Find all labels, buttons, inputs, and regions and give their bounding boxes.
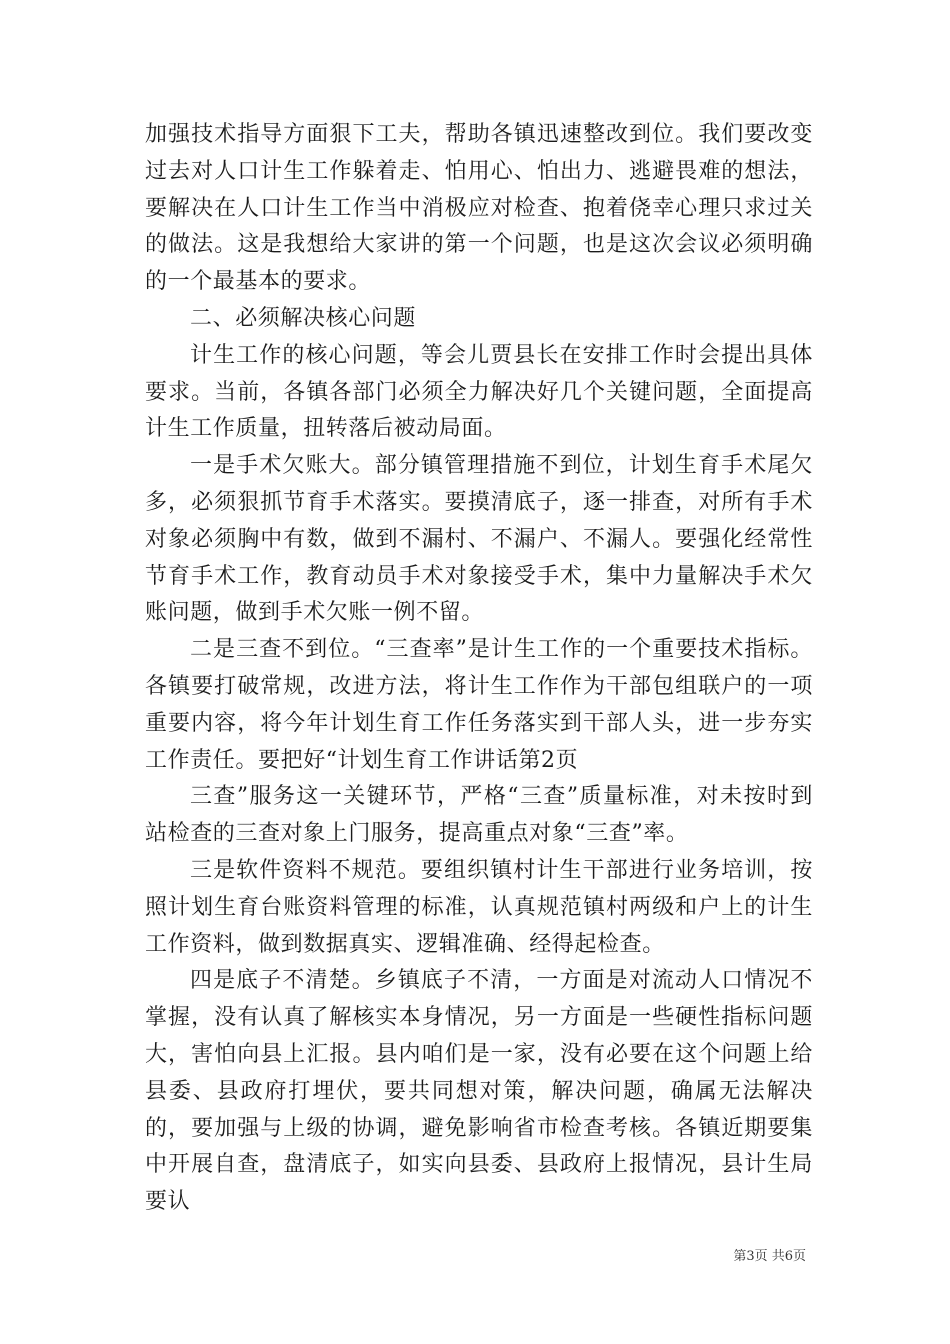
paragraph-8: 四是底子不清楚。乡镇底子不清，一方面是对流动人口情况不掌握，没有认真了解核实本身情况，另一方面是一些硬性指标问题大，害怕向县上汇报。县内咱们是一家，没有必要在这个问题上给县委、县政府打埋伏，要共同想对策，解决问题，确属无法解决的，要加强与上级的协调，避免影响省市检查考核。各镇近期要集中开展自查，盘清底子，如实向县委、县政府上报情况，县计生局要认 <box>145 968 813 1215</box>
paragraph-3: 计生工作的核心问题，等会儿贾县长在安排工作时会提出具体要求。当前，各镇各部门必须全力解决好几个关键问题，全面提高计生工作质量，扭转落后被动局面。 <box>145 342 813 442</box>
paragraph-1: 加强技术指导方面狠下工夫，帮助各镇迅速整改到位。我们要改变过去对人口计生工作躲着走、怕用心、怕出力、逃避畏难的想法，要解决在人口计生工作当中消极应对检查、抱着侥幸心理只求过关的做法。这是我想给大家讲的第一个问题，也是这次会议必须明确的一个最基本的要求。 <box>145 122 813 295</box>
paragraph-4: 一是手术欠账大。部分镇管理措施不到位，计划生育手术尾欠多，必须狠抓节育手术落实。要摸清底子，逐一排查，对所有手术对象必须胸中有数，做到不漏村、不漏户、不漏人。要强化经常性节育手术工作，教育动员手术对象接受手术，集中力量解决手术欠账问题，做到手术欠账一例不留。 <box>145 453 813 626</box>
document-body <box>145 117 813 1221</box>
paragraph-5: 二是三查不到位。“三查率”是计生工作的一个重要技术指标。各镇要打破常规，改进方法，将计生工作作为干部包组联户的一项重要内容，将今年计划生育工作任务落实到干部人头，进一步夯实工作责任。要把好“计划生育工作讲话第2页 <box>145 637 813 773</box>
section-heading: 二、必须解决核心问题 <box>190 305 417 331</box>
paragraph-7: 三是软件资料不规范。要组织镇村计生干部进行业务培训，按照计划生育台账资料管理的标准，认真规范镇村两级和户上的计生工作资料，做到数据真实、逻辑准确、经得起检查。 <box>145 857 813 957</box>
paragraph-6: 三查”服务这一关键环节，严格“三查”质量标准，对未按时到站检查的三查对象上门服务，提高重点对象“三查”率。 <box>145 784 813 847</box>
page-number: 第3页 共6页 <box>733 1249 806 1264</box>
